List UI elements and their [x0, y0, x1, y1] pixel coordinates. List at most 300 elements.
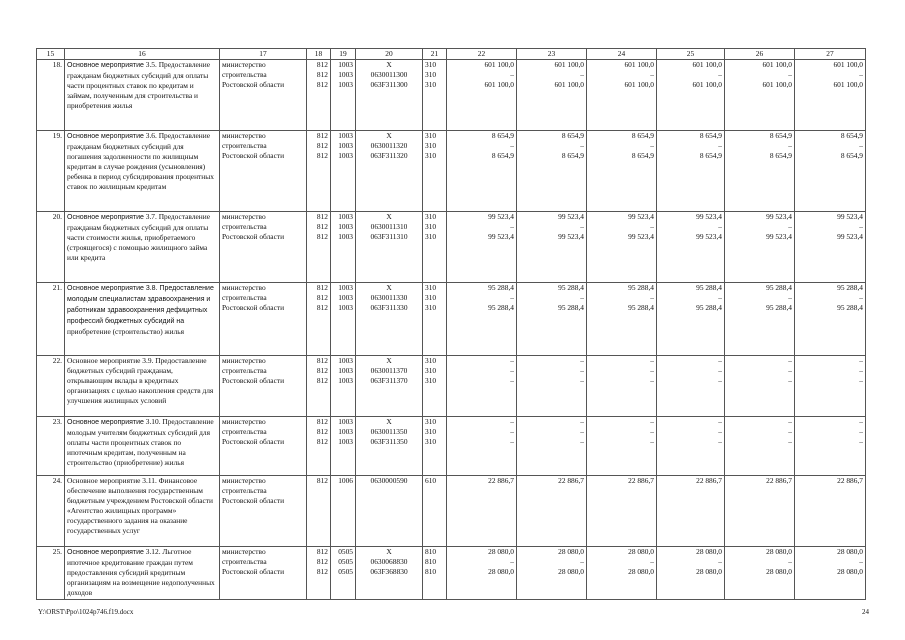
amount-cell — [517, 356, 587, 417]
cell-value: 95 288,4 — [766, 283, 792, 292]
cell-value: 1003 — [338, 232, 353, 241]
cell-value: 8 654,9 — [699, 131, 722, 140]
cell-value: 0630068830 — [370, 557, 408, 566]
cell-value: 310 — [425, 60, 437, 69]
cell-value: – — [510, 366, 514, 375]
cell-value: 310 — [425, 70, 437, 79]
code-19-cell — [331, 60, 356, 131]
code-21-cell — [423, 60, 447, 131]
cell-value: 812 — [316, 131, 328, 140]
cell-value: – — [650, 417, 654, 426]
cell-value: 310 — [425, 417, 437, 426]
cell-value: строительства — [222, 486, 267, 495]
cell-value: – — [580, 557, 584, 566]
cell-value: 1003 — [338, 356, 353, 365]
amount-cell — [447, 356, 517, 417]
cell-value: 810 — [425, 547, 437, 556]
cell-value: 99 523,4 — [696, 212, 722, 221]
cell-value: 812 — [316, 557, 328, 566]
code-21-cell — [423, 212, 447, 283]
cell-value: 063F311330 — [370, 303, 408, 312]
cell-value: 812 — [316, 141, 328, 150]
code-19-cell — [331, 212, 356, 283]
amount-cell — [657, 417, 725, 476]
cell-value: министерство — [222, 283, 266, 292]
amount-cell — [795, 60, 866, 131]
cell-value: 812 — [316, 80, 328, 89]
footer-file-path: Y:\ORST\Ppo\1024p746.f19.docx — [38, 608, 134, 616]
cell-value: – — [859, 356, 863, 365]
cell-value: – — [788, 356, 792, 365]
row-number: 19. — [37, 131, 65, 212]
cell-value: 812 — [316, 60, 328, 69]
amount-cell — [447, 212, 517, 283]
cell-value: 95 288,4 — [766, 303, 792, 312]
cell-value: строительства — [222, 427, 267, 436]
cell-value: 28 080,0 — [766, 547, 792, 556]
cell-value: – — [859, 293, 863, 302]
cell-value: 812 — [316, 366, 328, 375]
activity-text: 3.6. Предоставление гражданам бюджетных субсидий для погашения задолженности по жилищным кредитам в случае рождения (усыновления) ребенка в период субсидирования процентных ставок по жилищным кредитам — [67, 131, 214, 191]
cell-value: 310 — [425, 222, 437, 231]
code-20-cell — [356, 131, 423, 212]
column-header: 15 — [37, 49, 65, 60]
cell-value: – — [580, 366, 584, 375]
cell-value: 1003 — [338, 70, 353, 79]
cell-value: – — [650, 70, 654, 79]
executor-cell — [220, 417, 307, 476]
cell-value: 0630011330 — [370, 293, 408, 302]
column-header: 24 — [587, 49, 657, 60]
cell-value: 601 100,0 — [554, 80, 584, 89]
table-row — [37, 417, 866, 476]
cell-value: – — [510, 427, 514, 436]
row-number: 21. — [37, 283, 65, 356]
amount-cell — [517, 212, 587, 283]
cell-value: – — [788, 417, 792, 426]
row-number: 18. — [37, 60, 65, 131]
cell-value: – — [859, 222, 863, 231]
cell-value: 0505 — [338, 547, 353, 556]
cell-value: 8 654,9 — [840, 131, 863, 140]
executor-cell — [220, 212, 307, 283]
cell-value: 310 — [425, 356, 437, 365]
cell-value: 0505 — [338, 567, 353, 576]
amount-cell — [517, 283, 587, 356]
cell-value: министерство — [222, 356, 266, 365]
cell-value: 28 080,0 — [558, 547, 584, 556]
cell-value: Ростовской области — [222, 151, 285, 160]
column-header: 17 — [220, 49, 307, 60]
code-18-cell — [307, 131, 331, 212]
amount-cell — [447, 131, 517, 212]
cell-value: Ростовской области — [222, 496, 285, 505]
activity-text: 3.7. Предоставление гражданам бюджетных субсидий для оплаты части стоимости жилья, приобретаемого (строящегося) с помощью жилищного займа или кредита — [67, 212, 210, 262]
cell-value: 95 288,4 — [558, 283, 584, 292]
cell-value: 95 288,4 — [628, 303, 654, 312]
activity-description — [65, 212, 220, 283]
cell-value: – — [650, 437, 654, 446]
cell-value: X — [386, 60, 392, 69]
amount-cell — [447, 417, 517, 476]
amount-cell — [725, 356, 795, 417]
column-header: 20 — [356, 49, 423, 60]
cell-value: строительства — [222, 293, 267, 302]
code-21-cell — [423, 283, 447, 356]
cell-value: 601 100,0 — [624, 60, 654, 69]
amount-cell — [517, 417, 587, 476]
cell-value: – — [718, 417, 722, 426]
cell-value: 610 — [425, 476, 437, 485]
cell-value: – — [510, 557, 514, 566]
code-21-cell — [423, 547, 447, 600]
cell-value: строительства — [222, 557, 267, 566]
cell-value: 0630011320 — [370, 141, 408, 150]
cell-value: 310 — [425, 141, 437, 150]
amount-cell — [517, 476, 587, 547]
cell-value: 1003 — [338, 151, 353, 160]
activity-description — [65, 283, 220, 356]
cell-value: 99 523,4 — [488, 232, 514, 241]
activity-description — [65, 417, 220, 476]
code-19-cell — [331, 547, 356, 600]
amount-cell — [795, 131, 866, 212]
code-21-cell — [423, 417, 447, 476]
column-header: 23 — [517, 49, 587, 60]
cell-value: – — [788, 141, 792, 150]
cell-value: – — [859, 427, 863, 436]
amount-cell — [795, 212, 866, 283]
cell-value: 99 523,4 — [696, 232, 722, 241]
amount-cell — [657, 212, 725, 283]
cell-value: Ростовской области — [222, 567, 285, 576]
cell-value: 95 288,4 — [488, 283, 514, 292]
cell-value: – — [580, 293, 584, 302]
cell-value: – — [580, 376, 584, 385]
cell-value: – — [718, 557, 722, 566]
amount-cell — [725, 131, 795, 212]
amount-cell — [725, 417, 795, 476]
activity-text: 3.12. Льготное ипотечное кредитование граждан путем предоставления субсидий кредитным организациям на возмещение недополученных доходов — [67, 547, 215, 597]
cell-value: 310 — [425, 212, 437, 221]
activity-description — [65, 60, 220, 131]
amount-cell — [587, 356, 657, 417]
cell-value: 1003 — [338, 141, 353, 150]
column-header: 22 — [447, 49, 517, 60]
cell-value: 28 080,0 — [837, 547, 863, 556]
amount-cell — [587, 417, 657, 476]
executor-cell — [220, 60, 307, 131]
code-20-cell — [356, 356, 423, 417]
cell-value: – — [718, 356, 722, 365]
cell-value: 28 080,0 — [488, 547, 514, 556]
code-20-cell — [356, 60, 423, 131]
cell-value: министерство — [222, 131, 266, 140]
table-row — [37, 283, 866, 356]
activity-title: Основное мероприятие 3.9. Предоставление бюджетных субсидий гражданам, открывающим вклады в кредитных организациях с целью накопления средств для улучшения жилищных условий — [67, 356, 214, 405]
header-row — [37, 49, 866, 60]
cell-value: – — [580, 141, 584, 150]
cell-value: 063F311300 — [370, 80, 408, 89]
cell-value: 1003 — [338, 60, 353, 69]
footer-page-number: 24 — [862, 608, 869, 616]
cell-value: 812 — [316, 283, 328, 292]
cell-value: 95 288,4 — [837, 303, 863, 312]
cell-value: – — [650, 222, 654, 231]
cell-value: – — [580, 437, 584, 446]
cell-value: – — [859, 366, 863, 375]
cell-value: Ростовской области — [222, 376, 285, 385]
cell-value: 8 654,9 — [840, 151, 863, 160]
cell-value: министерство — [222, 212, 266, 221]
column-header: 25 — [657, 49, 725, 60]
cell-value: 1003 — [338, 131, 353, 140]
cell-value: – — [859, 417, 863, 426]
cell-value: – — [788, 427, 792, 436]
activity-description — [65, 547, 220, 600]
cell-value: 812 — [316, 437, 328, 446]
executor-cell — [220, 131, 307, 212]
cell-value: – — [788, 366, 792, 375]
cell-value: – — [510, 70, 514, 79]
cell-value: 95 288,4 — [696, 303, 722, 312]
cell-value: – — [650, 356, 654, 365]
amount-cell — [587, 547, 657, 600]
column-header: 19 — [331, 49, 356, 60]
cell-value: 1003 — [338, 80, 353, 89]
cell-value: 1003 — [338, 376, 353, 385]
cell-value: – — [650, 427, 654, 436]
code-19-cell — [331, 417, 356, 476]
cell-value: 601 100,0 — [833, 60, 863, 69]
cell-value: 812 — [316, 427, 328, 436]
cell-value: 99 523,4 — [628, 232, 654, 241]
cell-value: – — [788, 557, 792, 566]
column-header: 18 — [307, 49, 331, 60]
row-number: 25. — [37, 547, 65, 600]
cell-value: 812 — [316, 417, 328, 426]
cell-value: 310 — [425, 376, 437, 385]
cell-value: 1003 — [338, 437, 353, 446]
amount-cell — [795, 356, 866, 417]
activity-text: 3.5. Предоставление гражданам бюджетных субсидий для оплаты части процентных ставок по кредитам и займам, полученным для строительства и приобретения жилья — [67, 60, 210, 110]
cell-value: – — [718, 293, 722, 302]
cell-value: 1003 — [338, 427, 353, 436]
cell-value: 28 080,0 — [696, 547, 722, 556]
cell-value: 812 — [316, 212, 328, 221]
code-18-cell — [307, 283, 331, 356]
amount-cell — [587, 212, 657, 283]
code-18-cell — [307, 547, 331, 600]
cell-value: 310 — [425, 80, 437, 89]
cell-value: X — [386, 417, 392, 426]
cell-value: – — [510, 293, 514, 302]
activity-title: Основное мероприятие — [67, 133, 144, 140]
cell-value: 99 523,4 — [766, 212, 792, 221]
column-header: 27 — [795, 49, 866, 60]
cell-value: 8 654,9 — [699, 151, 722, 160]
amount-cell — [657, 131, 725, 212]
code-18-cell — [307, 60, 331, 131]
cell-value: – — [788, 437, 792, 446]
cell-value: – — [859, 437, 863, 446]
cell-value: 0630000590 — [370, 476, 408, 485]
cell-value: 28 080,0 — [558, 567, 584, 576]
cell-value: 99 523,4 — [628, 212, 654, 221]
cell-value: X — [386, 547, 392, 556]
cell-value: – — [718, 70, 722, 79]
cell-value: – — [510, 417, 514, 426]
cell-value: 8 654,9 — [769, 151, 792, 160]
amount-cell — [795, 283, 866, 356]
cell-value: 0630011310 — [370, 222, 408, 231]
cell-value: 063F368830 — [370, 567, 408, 576]
activity-title: Основное мероприятие — [67, 549, 144, 556]
cell-value: – — [788, 222, 792, 231]
table-row — [37, 212, 866, 283]
cell-value: Ростовской области — [222, 437, 285, 446]
code-19-cell — [331, 356, 356, 417]
cell-value: 99 523,4 — [558, 212, 584, 221]
cell-value: 28 080,0 — [696, 567, 722, 576]
code-18-cell — [307, 417, 331, 476]
cell-value: – — [580, 417, 584, 426]
cell-value: – — [580, 356, 584, 365]
cell-value: X — [386, 356, 392, 365]
cell-value: 601 100,0 — [484, 60, 514, 69]
cell-value: X — [386, 131, 392, 140]
cell-value: 310 — [425, 293, 437, 302]
cell-value: 28 080,0 — [766, 567, 792, 576]
cell-value: Ростовской области — [222, 303, 285, 312]
executor-cell — [220, 476, 307, 547]
cell-value: 0630011300 — [370, 70, 408, 79]
amount-cell — [795, 476, 866, 547]
cell-value: 95 288,4 — [837, 283, 863, 292]
cell-value: строительства — [222, 70, 267, 79]
cell-value: – — [650, 293, 654, 302]
cell-value: 812 — [316, 476, 328, 485]
cell-value: 601 100,0 — [554, 60, 584, 69]
cell-value: 1006 — [338, 476, 353, 485]
cell-value: 1003 — [338, 303, 353, 312]
cell-value: 063F311350 — [370, 437, 408, 446]
cell-value: строительства — [222, 141, 267, 150]
amount-cell — [725, 283, 795, 356]
amount-cell — [517, 60, 587, 131]
amount-cell — [657, 283, 725, 356]
cell-value: 22 886,7 — [766, 476, 792, 485]
cell-value: строительства — [222, 222, 267, 231]
code-20-cell — [356, 547, 423, 600]
amount-cell — [517, 547, 587, 600]
table-row — [37, 356, 866, 417]
cell-value: – — [510, 437, 514, 446]
cell-value: 601 100,0 — [484, 80, 514, 89]
amount-cell — [795, 547, 866, 600]
activity-title: Основное мероприятие — [67, 62, 144, 69]
cell-value: 601 100,0 — [624, 80, 654, 89]
cell-value: строительства — [222, 366, 267, 375]
cell-value: 310 — [425, 151, 437, 160]
row-number: 24. — [37, 476, 65, 547]
cell-value: 99 523,4 — [766, 232, 792, 241]
cell-value: 601 100,0 — [833, 80, 863, 89]
cell-value: 310 — [425, 366, 437, 375]
cell-value: 812 — [316, 151, 328, 160]
code-20-cell — [356, 283, 423, 356]
cell-value: Ростовской области — [222, 80, 285, 89]
cell-value: 95 288,4 — [488, 303, 514, 312]
code-19-cell — [331, 476, 356, 547]
cell-value: 8 654,9 — [491, 131, 514, 140]
cell-value: министерство — [222, 547, 266, 556]
cell-value: 8 654,9 — [561, 131, 584, 140]
amount-cell — [657, 476, 725, 547]
cell-value: – — [788, 70, 792, 79]
activity-description — [65, 476, 220, 547]
column-header: 16 — [65, 49, 220, 60]
cell-value: министерство — [222, 60, 266, 69]
cell-value: 310 — [425, 283, 437, 292]
cell-value: – — [859, 376, 863, 385]
row-number: 22. — [37, 356, 65, 417]
table-row — [37, 131, 866, 212]
table-row — [37, 476, 866, 547]
cell-value: – — [718, 437, 722, 446]
code-18-cell — [307, 212, 331, 283]
activity-title: Основное мероприятие — [67, 419, 144, 426]
cell-value: 812 — [316, 232, 328, 241]
cell-value: 601 100,0 — [692, 80, 722, 89]
cell-value: министерство — [222, 476, 266, 485]
cell-value: 1003 — [338, 212, 353, 221]
cell-value: 063F311320 — [370, 151, 408, 160]
cell-value: 310 — [425, 303, 437, 312]
amount-cell — [657, 356, 725, 417]
cell-value: 063F311370 — [370, 376, 408, 385]
cell-value: 812 — [316, 303, 328, 312]
cell-value: 810 — [425, 567, 437, 576]
cell-value: – — [650, 141, 654, 150]
column-header: 21 — [423, 49, 447, 60]
activity-title: Основное мероприятие 3.11. Финансовое обеспечение выполнения государственным бюджетным учреждением Ростовской области «Агентство жилищных программ» государственного задания на оказание государственных услуг — [67, 476, 213, 535]
cell-value: X — [386, 212, 392, 221]
cell-value: 0630011370 — [370, 366, 408, 375]
amount-cell — [517, 131, 587, 212]
amount-cell — [587, 131, 657, 212]
cell-value: – — [859, 557, 863, 566]
cell-value: 95 288,4 — [558, 303, 584, 312]
cell-value: 95 288,4 — [628, 283, 654, 292]
activity-title: Основное мероприятие — [67, 214, 144, 221]
cell-value: 812 — [316, 293, 328, 302]
cell-value: Ростовской области — [222, 232, 285, 241]
executor-cell — [220, 547, 307, 600]
activity-text: 3.10. Предоставление молодым учителям бюджетных субсидий для оплаты части процентных ставок по ипотечным кредитам, полученным на строительство (приобретение) жилья — [67, 417, 214, 467]
cell-value: 99 523,4 — [837, 212, 863, 221]
cell-value: 28 080,0 — [628, 547, 654, 556]
code-21-cell — [423, 131, 447, 212]
row-number: 23. — [37, 417, 65, 476]
code-21-cell — [423, 476, 447, 547]
cell-value: 8 654,9 — [561, 151, 584, 160]
cell-value: – — [718, 427, 722, 436]
amount-cell — [587, 283, 657, 356]
cell-value: X — [386, 283, 392, 292]
cell-value: 310 — [425, 427, 437, 436]
code-19-cell — [331, 131, 356, 212]
